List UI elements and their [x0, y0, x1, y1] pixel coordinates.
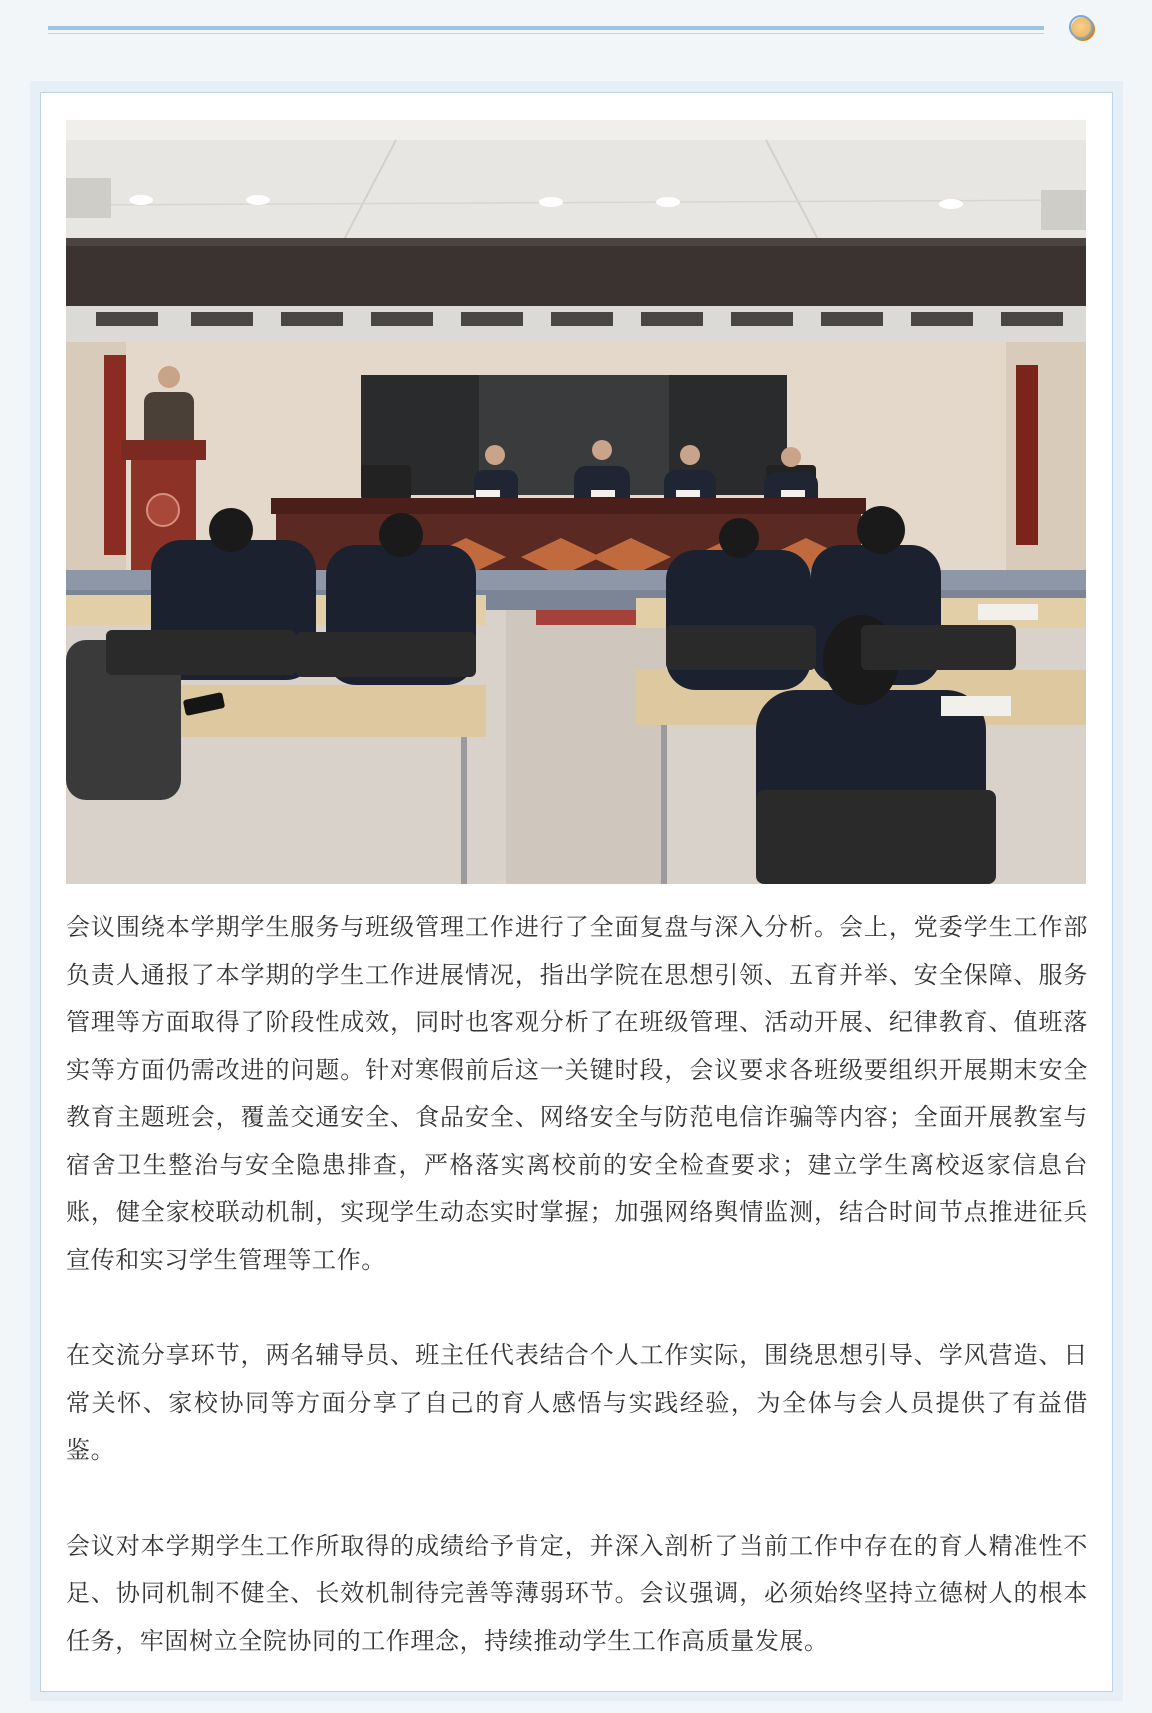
header-divider-subline: [48, 33, 1044, 34]
article-paragraph-1: 会议围绕本学期学生服务与班级管理工作进行了全面复盘与深入分析。会上，党委学生工作部负责人通报了本学期的学生工作进展情况，指出学院在思想引领、五育并举、安全保障、服务管理等方面取得了阶段性成效，同时也客观分析了在班级管理、活动开展、纪律教育、值班落实等方面仍需改进的问题。针对寒假前后这一关键时段，会议要求各班级要组织开展期末安全教育主题班会，覆盖交通安全、食品安全、网络安全与防范电信诈骗等内容；全面开展教室与宿舍卫生整治与安全隐患排查，严格落实离校前的安全检查要求；建立学生离校返家信息台账，健全家校联动机制，实现学生动态实时掌握；加强网络舆情监测，结合时间节点推进征兵宣传和实习学生管理等工作。: [66, 913, 1088, 1274]
header-divider: [48, 26, 1044, 36]
article-paragraph-2: 在交流分享环节，两名辅导员、班主任代表结合个人工作实际，围绕思想引导、学风营造、日常关怀、家校协同等方面分享了自己的育人感悟与实践经验，为全体与会人员提供了有益借鉴。: [66, 1341, 1088, 1464]
article-paragraph-3: 会议对本学期学生工作所取得的成绩给予肯定，并深入剖析了当前工作中存在的育人精准性不足、协同机制不健全、长效机制待完善等薄弱环节。会议强调，必须始终坚持立德树人的根本任务，牢固树立全院协同的工作理念，持续推动学生工作高质量发展。: [66, 1531, 1088, 1655]
decorative-orb-icon: [1071, 17, 1095, 41]
article-body: [66, 904, 1088, 1713]
header-divider-line: [48, 26, 1044, 30]
meeting-photo: [66, 120, 1086, 884]
